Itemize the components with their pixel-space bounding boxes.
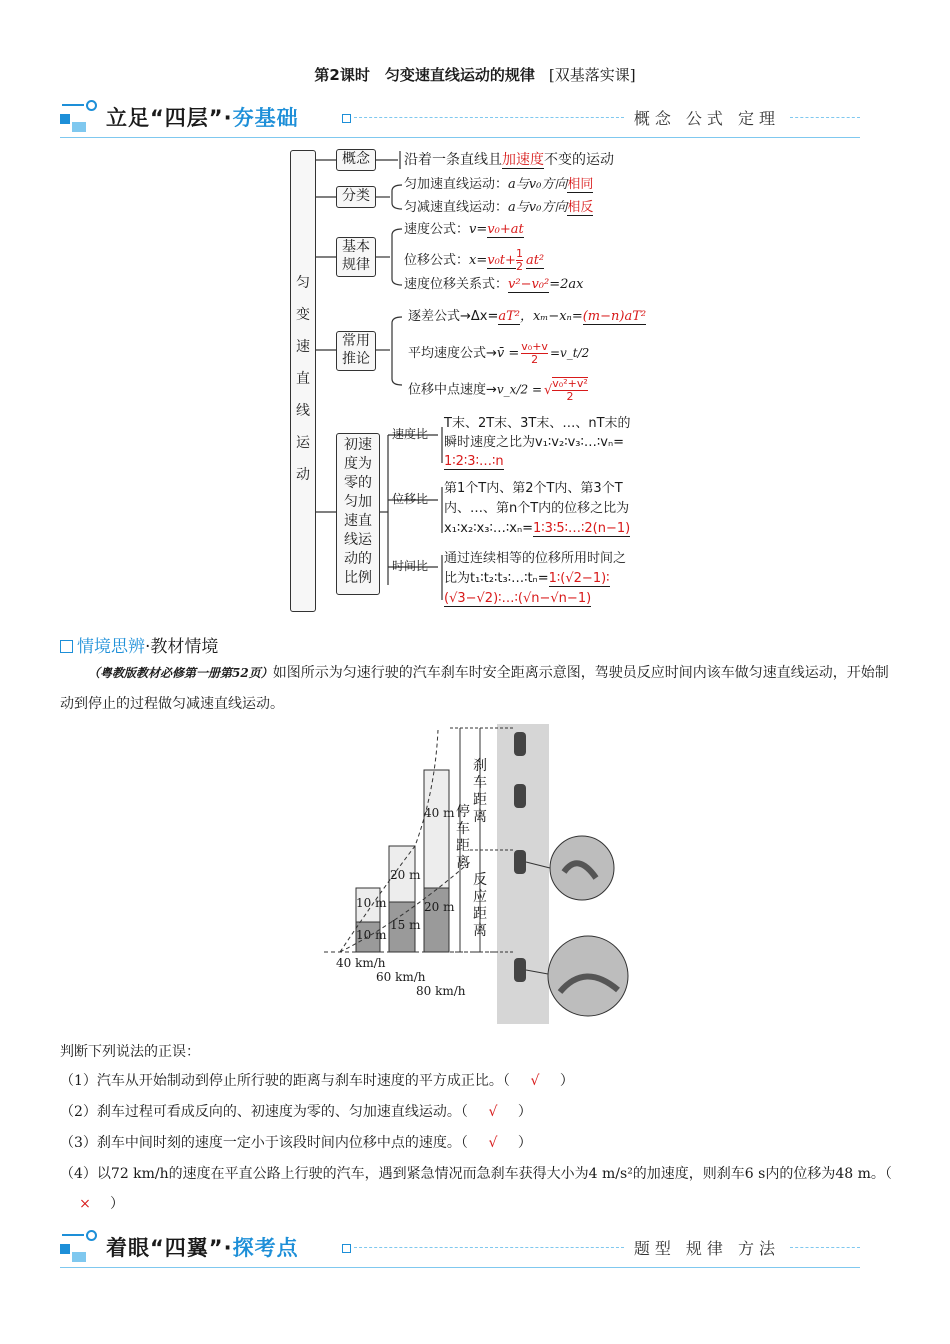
banner-baseline bbox=[60, 137, 860, 138]
section-banner-exam bbox=[60, 1230, 860, 1268]
banner-mini-square bbox=[342, 1244, 351, 1253]
bar-80-brake-label: 40 m bbox=[424, 806, 455, 820]
ratio-displacement-label: 位移比 bbox=[392, 492, 429, 506]
banner-deco-square bbox=[60, 1244, 70, 1254]
judge-prompt: 判断下列说法的正误： bbox=[60, 1044, 200, 1060]
inference-average-velocity: 平均速度公式→v̄ = $\frac{\text{v₀+v}}{2}$ =v_t/2 bbox=[408, 340, 590, 366]
bar-80-brake bbox=[424, 770, 449, 888]
banner-deco bbox=[62, 104, 84, 106]
ratio-velocity-label: 速度比 bbox=[392, 427, 429, 441]
bar-40-brake-label: 10 m bbox=[356, 896, 387, 910]
banner-title-b: 探考点 bbox=[232, 1236, 299, 1260]
banner-keywords: 概念 公式 定理 bbox=[633, 109, 780, 128]
page-title bbox=[0, 64, 950, 85]
root-label: 匀 变 速 直 线 运 动 bbox=[296, 275, 310, 483]
root-box bbox=[290, 150, 316, 612]
speed-40-label: 40 km/h bbox=[336, 956, 386, 970]
banner-deco bbox=[62, 1234, 84, 1236]
stop-distance-label: 停车距离 bbox=[456, 804, 470, 871]
ratio-time-line1: 通过连续相等的位移所用时间之 bbox=[444, 551, 627, 566]
inference-midpoint-velocity: 位移中点速度→v_x/2 = √ $\frac{\text{v₀²+v²}}{2}$ bbox=[408, 377, 588, 403]
concept-text: 沿着一条直线且加速度不变的运动 bbox=[404, 152, 614, 168]
car-icon bbox=[514, 732, 526, 756]
judge-item-1: （1）汽车从开始制动到停止所行驶的距离与刹车时速度的平方成正比。（ √ ） bbox=[60, 1066, 895, 1096]
speed-80-label: 80 km/h bbox=[416, 984, 466, 998]
ratio-displacement-line1: 第1个T内、第2个T内、第3个T bbox=[444, 481, 623, 496]
scenario-source: （粤教版教材必修第一册第52页） bbox=[88, 666, 273, 680]
scenario-text: 如图所示为匀速行驶的汽车刹车时安全距离示意图，驾驶员反应时间内该车做匀速直线运动，开始制动到停止的过程做匀减速直线运动。 bbox=[60, 665, 889, 712]
ratio-velocity-line2: 瞬时速度之比为v₁∶v₂∶v₃∶…∶vₙ= bbox=[444, 435, 625, 450]
banner-dash bbox=[354, 1247, 624, 1248]
speed-60-label: 60 km/h bbox=[376, 970, 426, 984]
bar-40-react-label: 10 m bbox=[356, 928, 387, 942]
banner-title bbox=[106, 102, 299, 132]
judge-item-2: （2）刹车过程可看成反向的、初速度为零的、匀加速直线运动。（ √ ） bbox=[60, 1097, 895, 1127]
foot-brake-inset bbox=[550, 836, 614, 900]
banner-dash-right bbox=[790, 1247, 860, 1248]
judge-item-4: （4）以72 km/h的速度在平直公路上行驶的汽车，遇到紧急情况而急刹车获得大小为4 m/s²的加速度，则刹车6 s内的位移为48 m。（× ） bbox=[60, 1159, 895, 1219]
classify-accelerate: 匀加速直线运动：a与v₀方向相同 bbox=[404, 177, 594, 192]
car-icon bbox=[514, 958, 526, 982]
node-zero-initial-velocity: 初速度为零的匀加速直线运动的比例 bbox=[336, 433, 380, 595]
scenario-box-icon bbox=[60, 640, 73, 653]
bar-80-react-label: 20 m bbox=[424, 900, 455, 914]
lesson-tag: [双基落实课] bbox=[548, 66, 636, 84]
banner-deco-dot bbox=[86, 1230, 97, 1241]
car-icon bbox=[514, 784, 526, 808]
banner-deco-square bbox=[60, 114, 70, 124]
react-distance-label: 反应距离 bbox=[473, 872, 487, 939]
basic-velocity-displacement: 速度位移关系式：v²−v₀²=2ax bbox=[404, 277, 584, 292]
node-basic-laws: 基本规律 bbox=[336, 237, 376, 277]
basic-displacement-formula: 位移公式：x=v₀t+ $\frac{1}{2}$ at² bbox=[404, 247, 545, 273]
classify-decelerate: 匀减速直线运动：a与v₀方向相反 bbox=[404, 200, 594, 215]
concept-map bbox=[290, 145, 680, 615]
car-icon bbox=[514, 850, 526, 874]
scenario-paragraph bbox=[60, 658, 895, 720]
bar-60-brake-label: 20 m bbox=[390, 868, 421, 882]
node-classify: 分类 bbox=[336, 186, 376, 208]
brake-distance-label: 刹车距离 bbox=[473, 758, 487, 825]
banner-dash-right bbox=[790, 117, 860, 118]
banner-title bbox=[106, 1232, 299, 1262]
banner-keywords: 题型 规律 方法 bbox=[633, 1239, 780, 1258]
ratio-time-line2: 比为t₁∶t₂∶t₃∶…∶tₙ=1∶(√2−1)∶ bbox=[444, 571, 610, 586]
ratio-time-label: 时间比 bbox=[392, 559, 429, 573]
scenario-heading: 情境思辨·教材情境 bbox=[60, 632, 218, 657]
inference-successive-diff: 逐差公式→Δx=aT²，xₘ−xₙ=(m−n)aT² bbox=[408, 309, 647, 324]
basic-velocity-formula: 速度公式：v=v₀+at bbox=[404, 222, 524, 237]
judge-answer-1: √ bbox=[530, 1073, 540, 1089]
judge-answer-3: √ bbox=[488, 1135, 498, 1151]
banner-deco-square-light bbox=[72, 122, 86, 132]
ratio-time-answer: (√3−√2)∶…∶(√n−√n−1) bbox=[444, 591, 592, 606]
banner-baseline bbox=[60, 1267, 860, 1268]
ratio-velocity-answer: 1∶2∶3∶…∶n bbox=[444, 454, 504, 469]
banner-dot: · bbox=[223, 1236, 233, 1260]
section-banner-foundation bbox=[60, 100, 860, 138]
banner-title-a: 立足“四层” bbox=[106, 106, 224, 130]
node-inference: 常用推论 bbox=[336, 331, 376, 371]
braking-distance-figure bbox=[320, 722, 640, 1027]
banner-deco-dot bbox=[86, 100, 97, 111]
ratio-velocity-line1: T末、2T末、3T末、…、nT末的 bbox=[444, 416, 631, 431]
banner-dash bbox=[354, 117, 624, 118]
ratio-displacement-line2: 内、…、第n个T内的位移之比为 bbox=[444, 501, 630, 516]
banner-title-a: 着眼“四翼” bbox=[106, 1236, 224, 1260]
judge-answer-4: × bbox=[79, 1196, 91, 1212]
ratio-displacement-line3: x₁∶x₂∶x₃∶…∶xₙ=1∶3∶5∶…∶2(n−1) bbox=[444, 521, 631, 536]
banner-dot: · bbox=[223, 106, 233, 130]
bar-60-react-label: 15 m bbox=[390, 918, 421, 932]
banner-deco-square-light bbox=[72, 1252, 86, 1262]
banner-mini-square bbox=[342, 114, 351, 123]
lesson-title: 第2课时 匀变速直线运动的规律 bbox=[314, 66, 535, 84]
judge-answer-2: √ bbox=[488, 1104, 498, 1120]
node-concept: 概念 bbox=[336, 149, 376, 171]
banner-title-b: 夯基础 bbox=[232, 106, 299, 130]
judge-item-3: （3）刹车中间时刻的速度一定小于该段时间内位移中点的速度。（ √ ） bbox=[60, 1128, 895, 1158]
